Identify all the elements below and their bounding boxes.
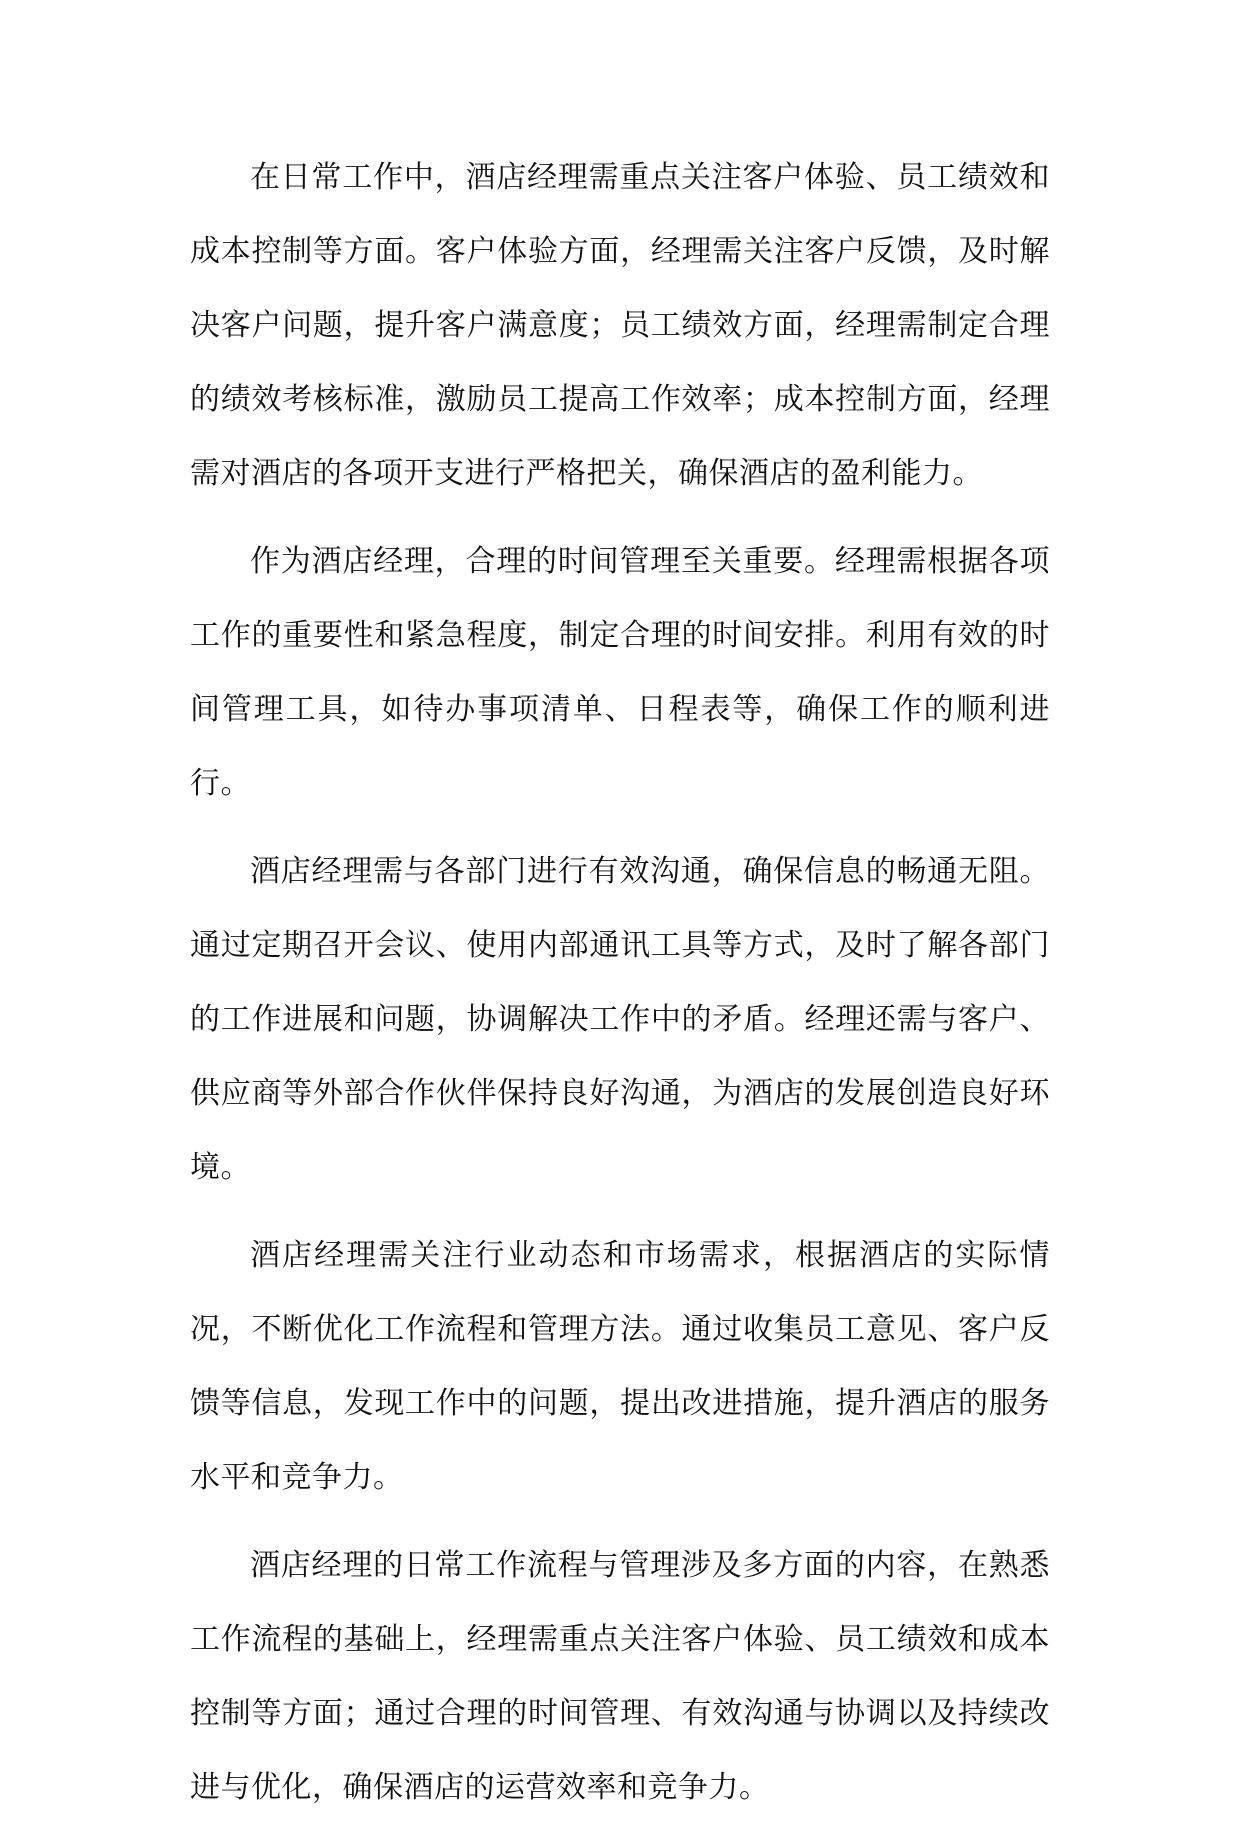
paragraph-customer-staff-cost: 在日常工作中，酒店经理需重点关注客户体验、员工绩效和成本控制等方面。客户体验方面，经理需关注客户反馈，及时解决客户问题，提升客户满意度；员工绩效方面，经理需制定合理的绩效考核标准，激励员工提高工作效率；成本控制方面，经理需对酒店的各项开支进行严格把关，确保酒店的盈利能力。	[190, 160, 1050, 491]
document-page	[190, 141, 1050, 1839]
paragraph-communication: 酒店经理需与各部门进行有效沟通，确保信息的畅通无阻。通过定期召开会议、使用内部通讯工具等方式，及时了解各部门的工作进展和问题，协调解决工作中的矛盾。经理还需与客户、供应商等外部合作伙伴保持良好沟通，为酒店的发展创造良好环境。	[190, 854, 1050, 1185]
paragraph-continuous-improvement: 酒店经理需关注行业动态和市场需求，根据酒店的实际情况，不断优化工作流程和管理方法。通过收集员工意见、客户反馈等信息，发现工作中的问题，提出改进措施，提升酒店的服务水平和竞争力。	[190, 1238, 1050, 1495]
paragraph-time-management: 作为酒店经理，合理的时间管理至关重要。经理需根据各项工作的重要性和紧急程度，制定合理的时间安排。利用有效的时间管理工具，如待办事项清单、日程表等，确保工作的顺利进行。	[190, 544, 1050, 801]
paragraph-conclusion: 酒店经理的日常工作流程与管理涉及多方面的内容，在熟悉工作流程的基础上，经理需重点关注客户体验、员工绩效和成本控制等方面；通过合理的时间管理、有效沟通与协调以及持续改进与优化，确保酒店的运营效率和竞争力。	[190, 1548, 1050, 1805]
